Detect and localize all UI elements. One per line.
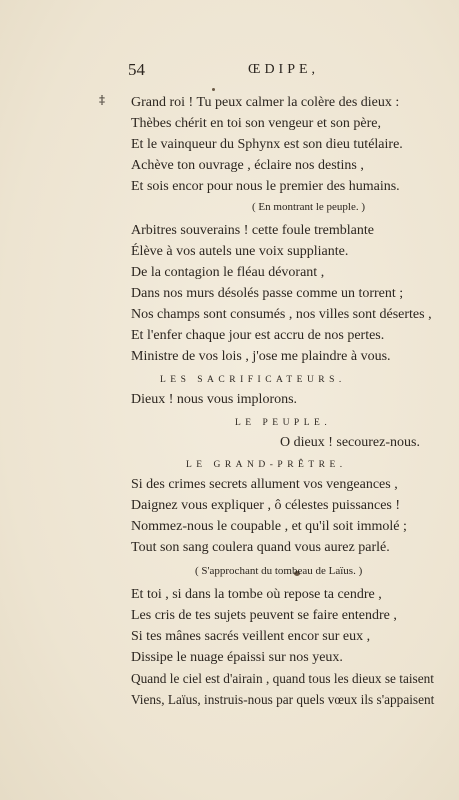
verse-line: Quand le ciel est d'airain , quand tous les dieux se taisent — [131, 671, 434, 686]
verse-line: Grand roi ! Tu peux calmer la colère des dieux : — [131, 95, 400, 110]
verse-line: De la contagion le fléau dévorant , — [131, 265, 325, 280]
page-number: 54 — [128, 60, 145, 79]
verse-line: Si tes mânes sacrés veillent encor sur eux , — [131, 629, 371, 644]
margin-mark: ‡ — [99, 93, 105, 107]
speaker-name: LE PEUPLE. — [235, 418, 332, 428]
verse-line: Arbitres souverains ! cette foule tremblante — [131, 223, 374, 238]
verse-line: Viens, Laïus, instruis-nous par quels vœux ils s'appaisent — [131, 692, 435, 707]
verse-line: Dissipe le nuage épaissi sur nos yeux. — [131, 650, 343, 665]
verse-line: Et l'enfer chaque jour est accru de nos pertes. — [131, 328, 385, 343]
running-title: ŒDIPE, — [248, 62, 320, 77]
verse-line: Et toi , si dans la tombe où repose ta cendre , — [131, 587, 382, 602]
verse-line: Achève ton ouvrage , éclaire nos destins , — [131, 158, 364, 173]
verse-line: O dieux ! secourez-nous. — [280, 435, 420, 450]
verse-line: Et sois encor pour nous le premier des humains. — [131, 179, 400, 194]
verse-line: Dieux ! nous vous implorons. — [131, 392, 298, 407]
verse-line: Daignez vous expliquer , ô célestes puissances ! — [131, 498, 401, 513]
verse-line: Élève à vos autels une voix suppliante. — [131, 244, 349, 259]
stage-direction: ( En montrant le peuple. ) — [252, 201, 366, 213]
page-header — [128, 60, 428, 82]
verse-line: Et le vainqueur du Sphynx est son dieu tutélaire. — [131, 137, 403, 152]
verse-line: Dans nos murs désolés passe comme un torrent ; — [131, 286, 404, 301]
stage-direction: ( S'approchant du tombeau de Laïus. ) — [195, 565, 363, 577]
ink-speck — [212, 88, 215, 91]
verse-line: Tout son sang coulera quand vous aurez parlé. — [131, 540, 390, 555]
verse-line: Ministre de vos lois , j'ose me plaindre à vous. — [131, 349, 391, 364]
verse-line: Si des crimes secrets allument vos vengeances , — [131, 477, 398, 492]
speaker-name: LES SACRIFICATEURS. — [160, 375, 346, 385]
verse-line: Nos champs sont consumés , nos villes sont désertes , — [131, 307, 432, 322]
verse-line: Nommez-nous le coupable , et qu'il soit immolé ; — [131, 519, 407, 534]
speaker-name: LE GRAND-PRÊTRE. — [186, 460, 347, 470]
verse-line: Thèbes chérit en toi son vengeur et son père, — [131, 116, 381, 131]
verse-line: Les cris de tes sujets peuvent se faire entendre , — [131, 608, 397, 623]
